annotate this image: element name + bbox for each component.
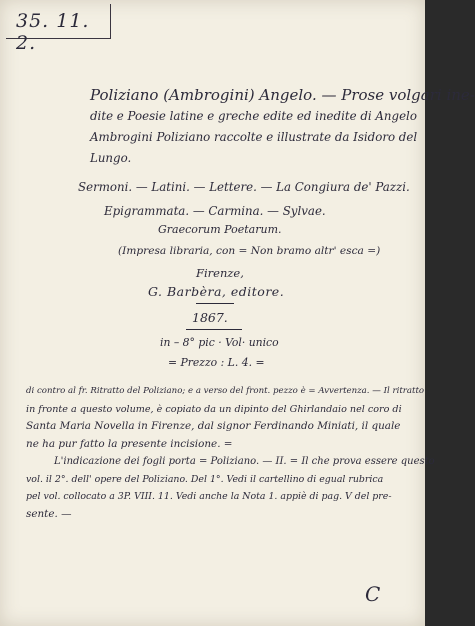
shelfmark: 35. 11. 2. [16, 10, 90, 54]
publisher: G. Barbèra, editore. [148, 284, 285, 299]
year: 1867. [192, 310, 228, 325]
city: Firenze, [196, 266, 244, 280]
description-note [26, 383, 435, 523]
corner-mark: C [365, 582, 381, 606]
format-line: in – 8° pic · Vol· unico [160, 336, 279, 349]
contents-line: Graecorum Poetarum. [158, 223, 282, 236]
note-line: Santa Maria Novella in Firenze, dal signor Ferdinando Miniati, il quale [26, 420, 401, 432]
note-line: L'indicazione dei fogli porta = Poliziano. — II. = Il che prova essere questo [54, 456, 435, 467]
note-line: ne ha pur fatto la presente incisione. = [26, 437, 233, 450]
title-line: Ambrogini Poliziano raccolte e illustrate da Isidoro del [90, 130, 418, 144]
year-underline [186, 307, 242, 330]
title-line: Poliziano (Ambrogini) Angelo. — Prose volgari ine- [90, 86, 475, 104]
title-line: Lungo. [90, 151, 132, 165]
impresa-line: (Impresa libraria, con = Non bramo altr' esca =) [118, 245, 381, 257]
shelfmark-box [6, 4, 111, 54]
note-line: in fronte a questo volume, è copiato da un dipinto del Ghirlandaio nel coro di [26, 403, 402, 415]
note-line: di contro al fr. Ritratto del Poliziano; e a verso del front. pezzo è = Avvertenza. — Il ritratto [26, 386, 425, 396]
title-block [90, 85, 475, 169]
note-line: vol. il 2°. dell' opere del Poliziano. Del 1°. Vedi il cartellino di egual rubrica [26, 473, 384, 485]
divider-rule [196, 303, 234, 304]
note-line: sente. — [26, 507, 72, 520]
contents-line: Epigrammata. — Carmina. — Sylvae. [104, 204, 326, 218]
note-line: pel vol. collocato a 3P. VIII. 11. Vedi anche la Nota 1. appiè di pag. V del pre- [26, 491, 392, 502]
contents-line: Sermoni. — Latini. — Lettere. — La Congiura de' Pazzi. [78, 180, 410, 194]
price-line: = Prezzo : L. 4. = [168, 356, 265, 369]
title-line: dite e Poesie latine e greche edite ed inedite di Angelo [90, 109, 417, 123]
